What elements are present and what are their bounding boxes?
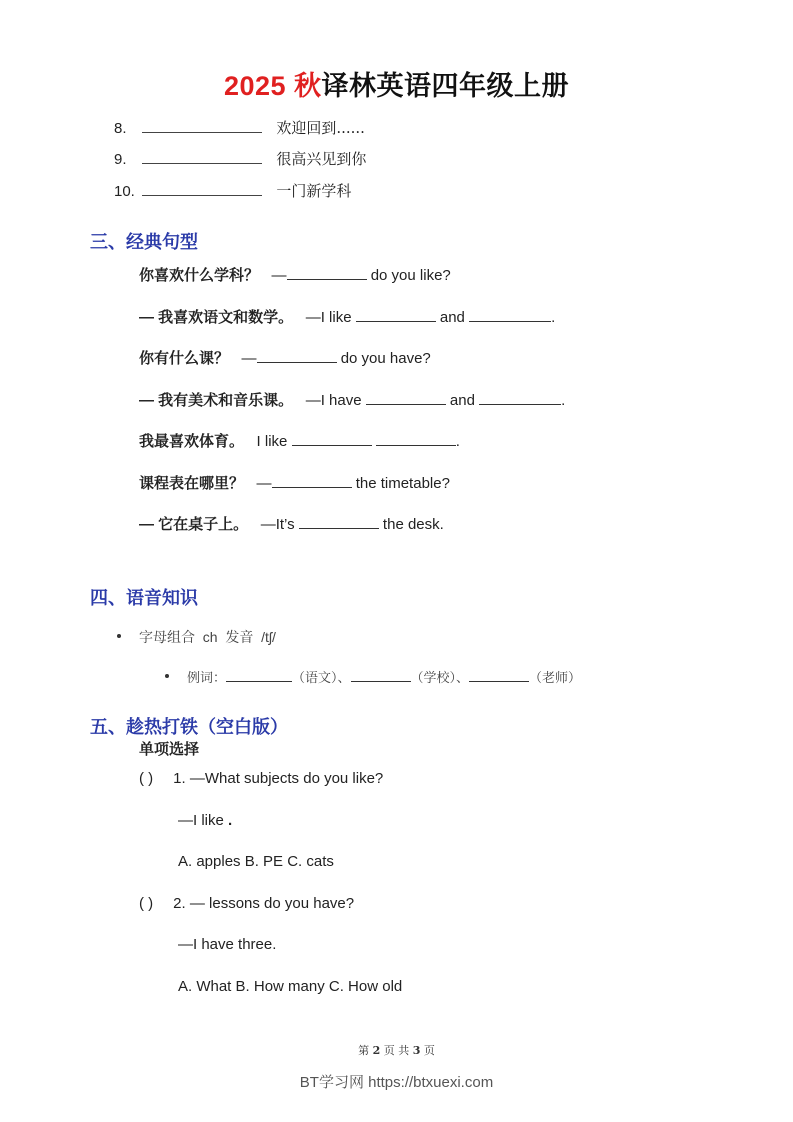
sentence-chinese: — 它在桌子上。 bbox=[139, 516, 249, 533]
example-blank[interactable] bbox=[469, 670, 529, 682]
section-heading-sentences: 三、经典句型 bbox=[90, 232, 198, 253]
reply-text: —I like bbox=[178, 812, 224, 829]
question-1 bbox=[139, 770, 383, 787]
sentence-suffix: . bbox=[561, 392, 566, 409]
vocab-number: 10. bbox=[114, 183, 135, 200]
sentence-line bbox=[139, 513, 444, 534]
sentence-suffix: do you have? bbox=[336, 350, 431, 367]
sentence-line bbox=[139, 306, 555, 327]
sentence-prefix: — bbox=[256, 475, 272, 492]
sentence-line bbox=[139, 430, 460, 451]
sentence-blank[interactable] bbox=[287, 267, 367, 280]
title-text: 译林英语四年级上册 bbox=[321, 71, 570, 101]
example-blank[interactable] bbox=[226, 670, 292, 682]
page-suffix: 页 bbox=[423, 1044, 435, 1057]
sentence-prefix: —I like bbox=[305, 309, 356, 326]
question-text: 1. —What subjects do you like? bbox=[173, 770, 384, 787]
title-year: 2025 秋 bbox=[223, 71, 322, 101]
sentence-blank[interactable] bbox=[257, 350, 337, 363]
vocab-blank[interactable] bbox=[142, 151, 262, 164]
phonics-sound-label: 发音 bbox=[225, 630, 254, 646]
sentence-blank[interactable] bbox=[479, 392, 561, 405]
sentence-blank[interactable] bbox=[356, 309, 436, 322]
question-2-reply: —I have three. bbox=[178, 936, 277, 953]
sentence-blank[interactable] bbox=[366, 392, 446, 405]
phonics-example-bullet bbox=[187, 667, 581, 686]
vocab-item bbox=[114, 180, 351, 201]
sentence-prefix: — bbox=[271, 267, 287, 284]
bullet-dot-icon bbox=[165, 674, 169, 678]
vocab-chinese: 一门新学科 bbox=[276, 182, 352, 200]
sentence-blank[interactable] bbox=[272, 475, 352, 488]
vocab-blank[interactable] bbox=[142, 120, 262, 133]
answer-paren[interactable]: ( ) bbox=[139, 770, 154, 787]
question-2 bbox=[139, 895, 354, 912]
sentence-prefix: —I have bbox=[305, 392, 366, 409]
page-title bbox=[0, 64, 793, 103]
sentence-suffix: the timetable? bbox=[351, 475, 450, 492]
sentence-blank[interactable] bbox=[292, 433, 372, 446]
sentence-prefix: I like bbox=[256, 433, 292, 450]
sentence-chinese: 你有什么课？ bbox=[139, 350, 230, 367]
question-2-options: A. What B. How many C. How old bbox=[178, 978, 403, 995]
page-number bbox=[0, 1042, 793, 1058]
sentence-suffix: . bbox=[455, 433, 460, 450]
current-page: 2 bbox=[372, 1044, 381, 1057]
sentence-middle: and bbox=[445, 392, 480, 409]
vocab-chinese: 很高兴见到你 bbox=[276, 150, 367, 168]
example-teacher: （老师） bbox=[529, 671, 582, 686]
sentence-blank[interactable] bbox=[299, 516, 379, 529]
vocab-number: 8. bbox=[114, 120, 127, 137]
sentence-suffix: do you like? bbox=[366, 267, 451, 284]
question-text: 2. — lessons do you have? bbox=[173, 895, 355, 912]
vocab-blank[interactable] bbox=[142, 183, 262, 196]
sentence-chinese: 课程表在哪里？ bbox=[139, 475, 245, 492]
example-school: （学校）、 bbox=[410, 671, 470, 686]
question-1-reply bbox=[178, 812, 232, 829]
total-pages: 3 bbox=[412, 1044, 421, 1057]
sentence-chinese: — 我喜欢语文和数学。 bbox=[139, 309, 294, 326]
example-blank[interactable] bbox=[351, 670, 411, 682]
reply-dot: . bbox=[228, 812, 233, 829]
sentence-chinese: — 我有美术和音乐课。 bbox=[139, 392, 294, 409]
vocab-item bbox=[114, 148, 366, 169]
section-heading-practice: 五、趁热打铁（空白版） bbox=[90, 717, 288, 738]
sentence-prefix: — bbox=[241, 350, 257, 367]
bullet-dot-icon bbox=[117, 634, 121, 638]
sentence-suffix: . bbox=[551, 309, 556, 326]
page-prefix: 第 bbox=[358, 1044, 370, 1057]
sentence-suffix: the desk. bbox=[378, 516, 444, 533]
site-watermark: BT学习网 https://btxuexi.com bbox=[299, 1074, 494, 1091]
sentence-chinese: 我最喜欢体育。 bbox=[139, 433, 245, 450]
vocab-item bbox=[114, 117, 365, 138]
phonics-label: 字母组合 bbox=[139, 630, 195, 646]
example-label: 例词： bbox=[187, 671, 227, 686]
section-heading-phonics: 四、语音知识 bbox=[90, 588, 198, 609]
example-chinese: （语文）、 bbox=[292, 671, 351, 686]
sentence-middle: and bbox=[435, 309, 470, 326]
sentence-line bbox=[139, 472, 450, 493]
phonics-ipa: /tʃ/ bbox=[261, 629, 276, 645]
answer-paren[interactable]: ( ) bbox=[139, 895, 154, 912]
sentence-blank[interactable] bbox=[469, 309, 551, 322]
sentence-line bbox=[139, 389, 565, 410]
sentence-line bbox=[139, 264, 451, 285]
sentence-chinese: 你喜欢什么学科？ bbox=[139, 267, 260, 284]
vocab-number: 9. bbox=[114, 151, 127, 168]
practice-heading: 单项选择 bbox=[139, 741, 200, 758]
question-1-options: A. apples B. PE C. cats bbox=[178, 853, 334, 870]
page-middle: 页 共 bbox=[383, 1044, 410, 1057]
sentence-blank[interactable] bbox=[376, 433, 456, 446]
vocab-chinese: 欢迎回到...... bbox=[276, 119, 365, 137]
sentence-prefix: —It’s bbox=[260, 516, 299, 533]
sentence-line bbox=[139, 347, 431, 368]
phonics-bullet bbox=[139, 627, 276, 647]
phonics-letters: ch bbox=[202, 629, 218, 645]
